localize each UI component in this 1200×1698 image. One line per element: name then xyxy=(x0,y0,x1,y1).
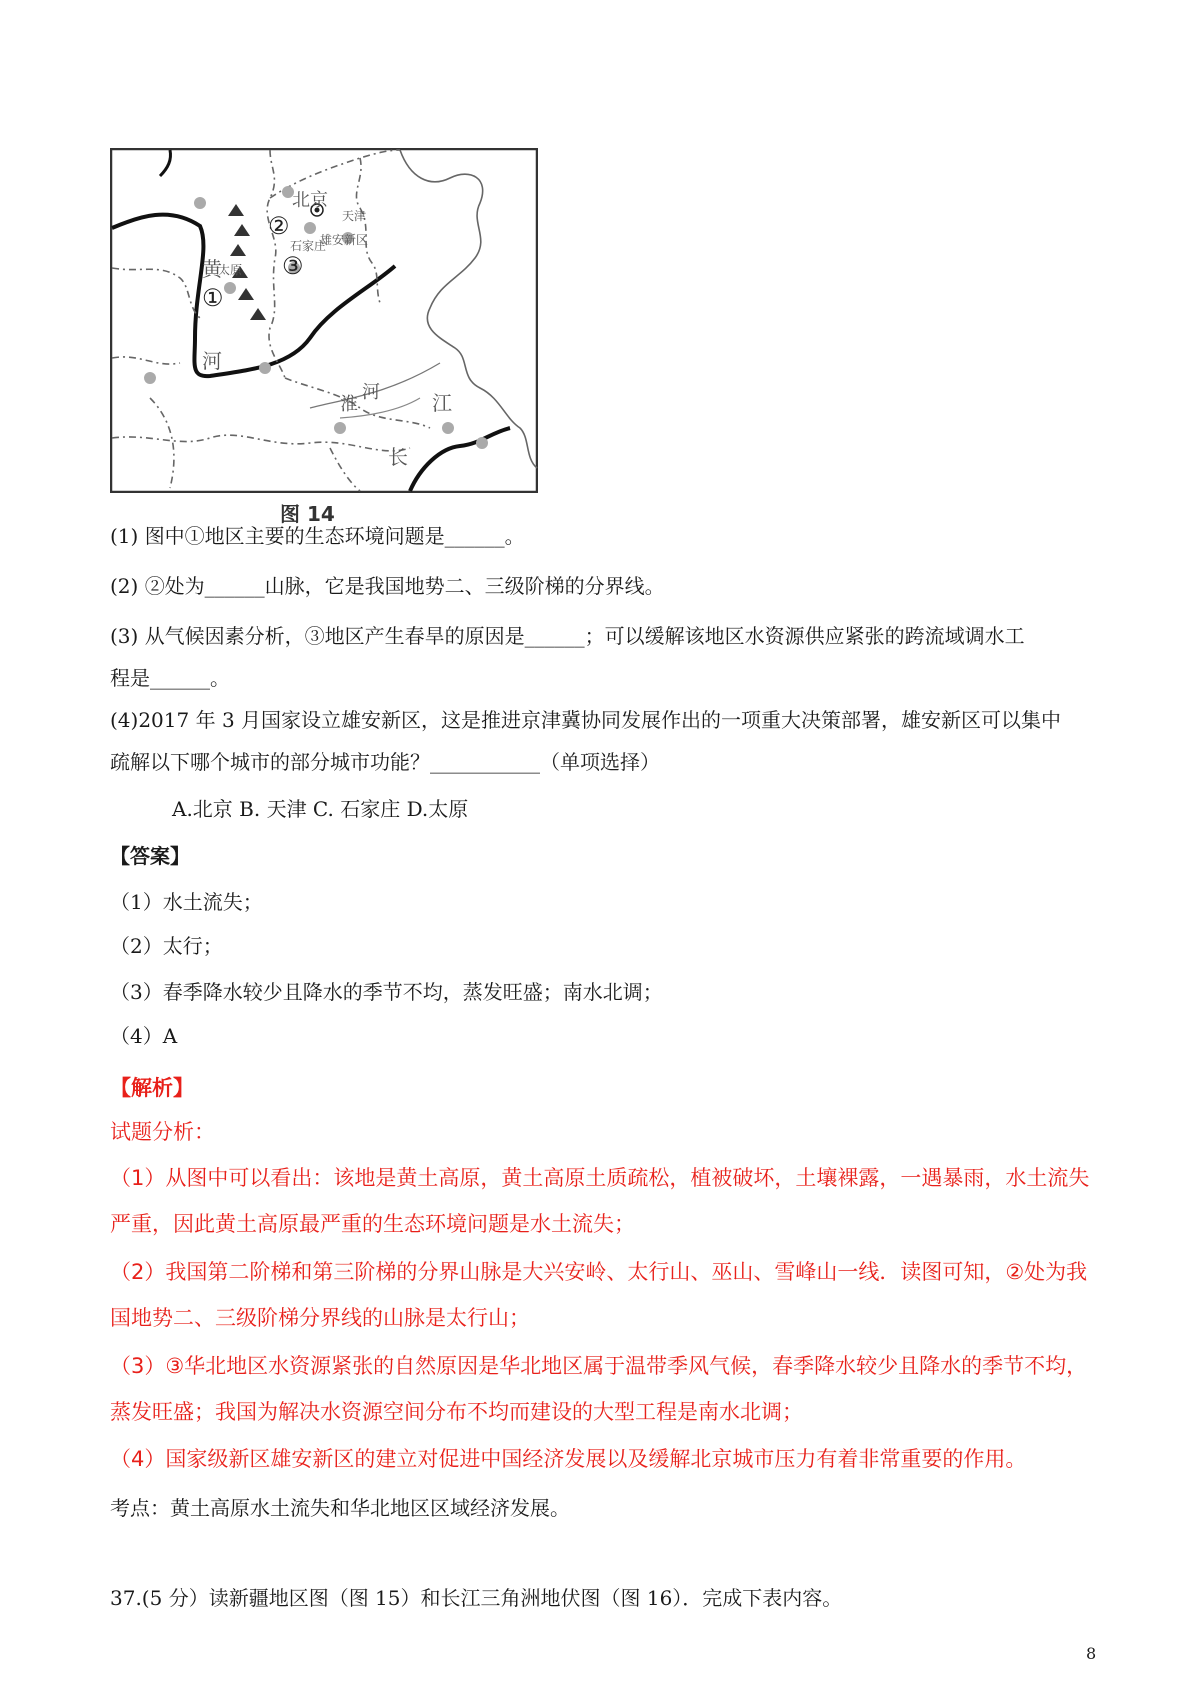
map-svg xyxy=(110,148,538,493)
figure-caption: 图 14 xyxy=(280,502,335,526)
analysis-line-1: （1）从图中可以看出：该地是黄土高原，黄土高原土质疏松，植被破坏，土壤裸露，一遇暴雨，水土流失 xyxy=(110,1166,1090,1190)
question-2: (2) ②处为______山脉，它是我国地势二、三级阶梯的分界线。 xyxy=(110,574,665,598)
analysis-subheading: 试题分析： xyxy=(110,1120,215,1144)
map-label-xiongan: 雄安新区 xyxy=(320,233,369,247)
analysis-heading: 【解析】 xyxy=(110,1076,194,1100)
map-marker-1: ① xyxy=(202,284,224,312)
next-question-37: 37.(5 分）读新疆地区图（图 15）和长江三角洲地伏图（图 16）．完成下表内容。 xyxy=(110,1586,843,1610)
analysis-line-7: （4）国家级新区雄安新区的建立对促进中国经济发展以及缓解北京城市压力有着非常重要的作用。 xyxy=(110,1447,1027,1471)
map-label-taiyuan: 太原 xyxy=(218,263,243,277)
map-label-he2: 河 xyxy=(362,382,380,403)
question-1: (1) 图中①地区主要的生态环境问题是______。 xyxy=(110,524,525,548)
map-marker-3: ③ xyxy=(282,252,304,280)
question-4: (4)2017 年 3 月国家设立雄安新区，这是推进京津冀协同发展作出的一项重大决策部署，雄安新区可以集中 xyxy=(110,708,1062,732)
map-label-tianjin: 天津 xyxy=(342,209,367,223)
map-figure-14 xyxy=(110,148,538,493)
question-4-options: A.北京 B. 天津 C. 石家庄 D.太原 xyxy=(172,797,469,821)
answer-2: （2）太行； xyxy=(110,934,223,958)
map-label-beijing: 北京 xyxy=(292,190,328,211)
analysis-line-3: （2）我国第二阶梯和第三阶梯的分界山脉是大兴安岭、太行山、巫山、雪峰山一线．读图可知，②处为我 xyxy=(110,1260,1088,1284)
answer-heading: 【答案】 xyxy=(110,844,190,868)
answer-4: （4）A xyxy=(110,1024,178,1048)
answer-3: （3）春季降水较少且降水的季节不均，蒸发旺盛；南水北调； xyxy=(110,980,663,1004)
map-label-he: 河 xyxy=(202,349,222,373)
answer-1: （1）水土流失； xyxy=(110,890,263,914)
question-4-cont: 疏解以下哪个城市的部分城市功能？___________（单项选择） xyxy=(110,750,660,774)
map-label-chang: 长 xyxy=(388,445,408,469)
kaodian: 考点：黄土高原水土流失和华北地区区域经济发展。 xyxy=(110,1496,570,1520)
map-label-jiang: 江 xyxy=(432,391,452,415)
analysis-line-2: 严重，因此黄土高原最严重的生态环境问题是水土流失； xyxy=(110,1212,635,1236)
question-3: (3) 从气候因素分析，③地区产生春旱的原因是______；可以缓解该地区水资源供应紧张的跨流域调水工 xyxy=(110,624,1025,648)
map-label-huai: 淮 xyxy=(340,394,358,415)
question-3-cont: 程是______。 xyxy=(110,666,230,690)
map-marker-2: ② xyxy=(268,212,290,240)
map-label-shijiazhuang: 石家庄 xyxy=(290,239,327,253)
analysis-line-4: 国地势二、三级阶梯分界线的山脉是太行山； xyxy=(110,1306,530,1330)
analysis-line-5: （3）③华北地区水资源紧张的自然原因是华北地区属于温带季风气候，春季降水较少且降水的季节不均， xyxy=(110,1354,1088,1378)
analysis-line-6: 蒸发旺盛；我国为解决水资源空间分布不均而建设的大型工程是南水北调； xyxy=(110,1400,803,1424)
page-number: 8 xyxy=(1086,1644,1097,1663)
map-label-huang: 黄 xyxy=(202,257,222,281)
